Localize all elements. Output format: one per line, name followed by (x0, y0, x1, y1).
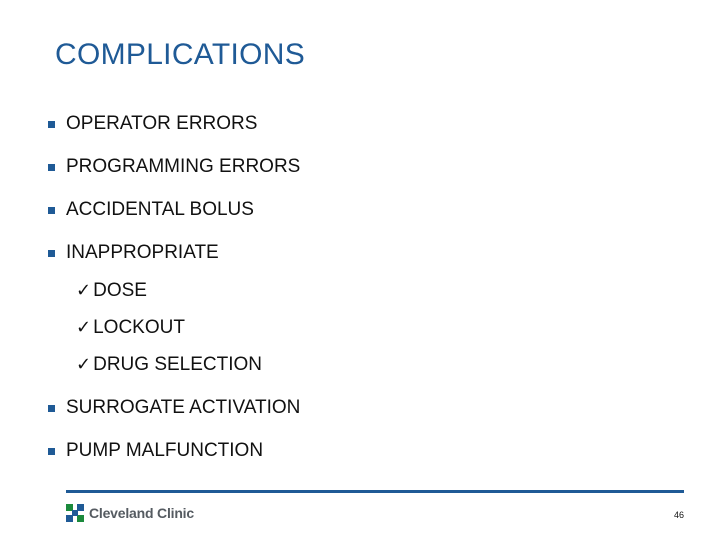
checkmark-icon: ✓ (76, 280, 92, 301)
bullet-text: ACCIDENTAL BOLUS (66, 199, 254, 220)
bullet-item (48, 156, 300, 178)
slide-title: COMPLICATIONS (55, 38, 306, 71)
checkmark-icon: ✓ (76, 354, 92, 375)
bullet-text: SURROGATE ACTIVATION (66, 397, 301, 418)
square-bullet-icon (48, 207, 55, 214)
bullet-text: PROGRAMMING ERRORS (66, 156, 301, 177)
cleveland-clinic-logo-icon (66, 504, 84, 522)
bullet-text: PUMP MALFUNCTION (66, 440, 264, 461)
sub-bullet-item (76, 280, 147, 302)
footer-divider (66, 490, 684, 493)
page-number: 46 (673, 510, 684, 520)
bullet-item (48, 242, 219, 264)
bullet-text: INAPPROPRIATE (66, 242, 219, 263)
bullet-item (48, 440, 263, 462)
cleveland-clinic-logo (66, 504, 194, 522)
sub-bullet-item (76, 317, 185, 339)
checkmark-icon: ✓ (76, 317, 92, 338)
bullet-item (48, 199, 254, 221)
sub-bullet-text: DRUG SELECTION (93, 354, 263, 375)
bullet-item (48, 113, 257, 135)
square-bullet-icon (48, 121, 55, 128)
logo-text: Cleveland Clinic (89, 505, 194, 521)
sub-bullet-text: LOCKOUT (93, 317, 185, 338)
bullet-text: OPERATOR ERRORS (66, 113, 258, 134)
bullet-item (48, 397, 300, 419)
square-bullet-icon (48, 405, 55, 412)
sub-bullet-item (76, 354, 262, 376)
square-bullet-icon (48, 164, 55, 171)
sub-bullet-text: DOSE (93, 280, 147, 301)
square-bullet-icon (48, 250, 55, 257)
square-bullet-icon (48, 448, 55, 455)
